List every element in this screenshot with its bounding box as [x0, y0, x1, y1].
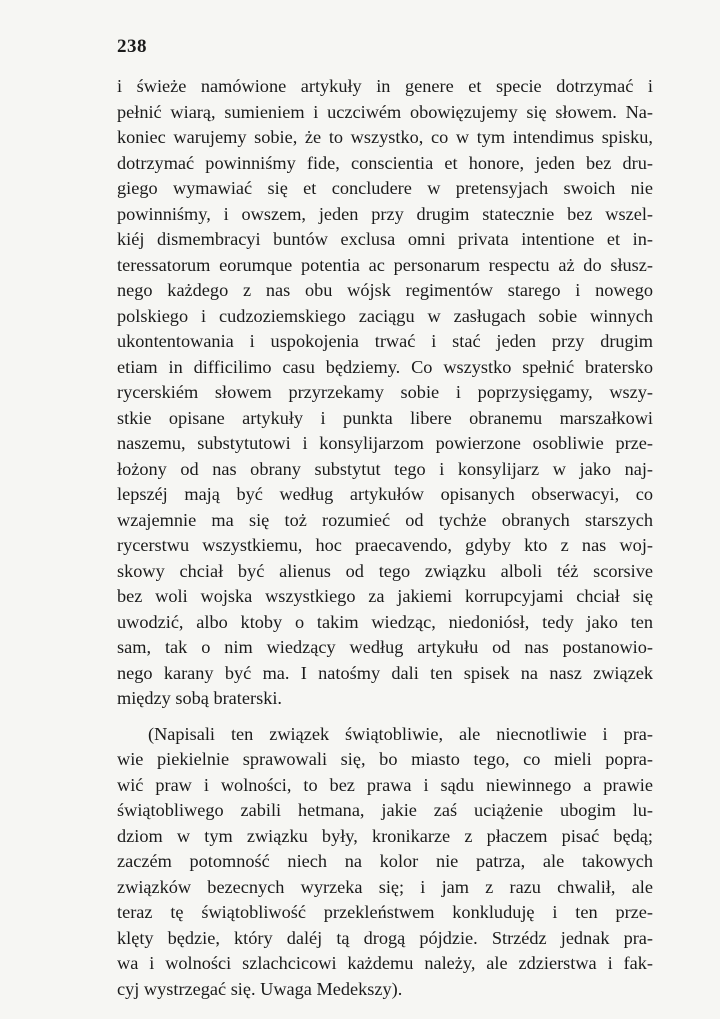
- text-line: między sobą braterski.: [117, 688, 282, 708]
- text-line: powinniśmy, i owszem, jeden przy drugim statecznie bez wszel-: [117, 203, 653, 224]
- text-line: koniec warujemy sobie, że to wszystko, co w tym intendimus spisku,: [117, 127, 653, 147]
- text-line: rycerstwu wszystkiemu, hoc praecavendo, gdyby kto z nas woj-: [117, 535, 653, 555]
- text-line: rycerskiém słowem przyrzekamy sobie i poprzysięgamy, wszy-: [117, 382, 653, 402]
- text-line: wzajemnie ma się toż rozumieć od tychże obranych starszych: [117, 509, 653, 530]
- text-line: łożony od nas obrany substytut tego i konsylijarz w jako naj-: [117, 458, 653, 479]
- paragraph-gap: [117, 712, 653, 722]
- text-line: dotrzymać powinniśmy fide, conscientia et honore, jeden bez dru-: [117, 152, 653, 173]
- text-line: kiéj dismembracyi buntów exclusa omni privata intentione et in-: [117, 229, 653, 249]
- text-line: giego wymawiać się et concludere w pretensyjach swoich nie: [117, 178, 653, 198]
- text-line: sam, tak o nim wiedzący według artykułu od nas postanowio-: [117, 637, 653, 657]
- text-line: teressatorum eorumque potentia ac personarum respectu aż do słusz-: [117, 254, 653, 275]
- text-line: związków bezecnych wyrzeka się; i jam z razu chwalił, ale: [117, 876, 653, 897]
- text-line: świątobliwego zabili hetmana, jakie zaś uciążenie ubogim lu-: [117, 800, 653, 820]
- text-line: pełnić wiarą, sumieniem i uczciwém obowięzujemy się słowem. Na-: [117, 101, 653, 122]
- text-line: bez woli wojska wszystkiego za jakiemi korrupcyjami chciał się: [117, 586, 653, 606]
- text-line: cyj wystrzegać się. Uwaga Medekszy).: [117, 978, 403, 999]
- text-line: dziom w tym związku były, kronikarze z płaczem pisać będą;: [117, 825, 653, 846]
- text-line: skowy chciał być alienus od tego związku alboli téż scorsive: [117, 560, 653, 581]
- text-line: etiam in difficilimo casu będziemy. Co wszystko spełnić bratersko: [117, 356, 653, 377]
- text-line: wić praw i wolności, to bez prawa i sądu niewinnego a prawie: [117, 774, 653, 795]
- text-line: wa i wolności szlachcicowi każdemu należy, ale zdzierstwa i fak-: [117, 953, 653, 973]
- text-line: ukontentowania i uspokojenia trwać i stać jeden przy drugim: [117, 331, 653, 351]
- text-line: wie piekielnie sprawowali się, bo miasto tego, co mieli popra-: [117, 749, 653, 769]
- text-line: naszemu, substytutowi i konsylijarzom powierzone osobliwie prze-: [117, 433, 653, 453]
- text-line: teraz tę świątobliwość przekleństwem konkluduję i ten prze-: [117, 902, 653, 922]
- text-line: nego karany być ma. I natośmy dali ten spisek na nasz związek: [117, 662, 653, 683]
- page-number: 238: [117, 36, 147, 57]
- text-line: i świeże namówione artykuły in genere et specie dotrzymać i: [117, 76, 653, 96]
- text-line: nego każdego z nas obu wójsk regimentów starego i nowego: [117, 280, 653, 300]
- text-line: polskiego i cudzoziemskiego zaciągu w zasługach sobie winnych: [117, 305, 653, 326]
- text-line: lepszéj mają być według artykułów opisanych obserwacyi, co: [117, 484, 653, 504]
- text-line: klęty będzie, który daléj tą drogą pójdzie. Strzédz jednak pra-: [117, 927, 653, 948]
- page-body: [117, 74, 653, 1002]
- paragraph-1: [117, 74, 653, 712]
- text-line: uwodzić, albo ktoby o takim wiedząc, niedoniósł, tedy jako ten: [117, 611, 653, 632]
- text-line: (Napisali ten związek świątobliwie, ale niecnotliwie i pra-: [148, 723, 653, 744]
- text-line: zaczém potomność niech na kolor nie patrza, ale takowych: [117, 851, 653, 871]
- paragraph-2: [117, 722, 653, 1003]
- text-line: stkie opisane artykuły i punkta libere obranemu marszałkowi: [117, 407, 653, 428]
